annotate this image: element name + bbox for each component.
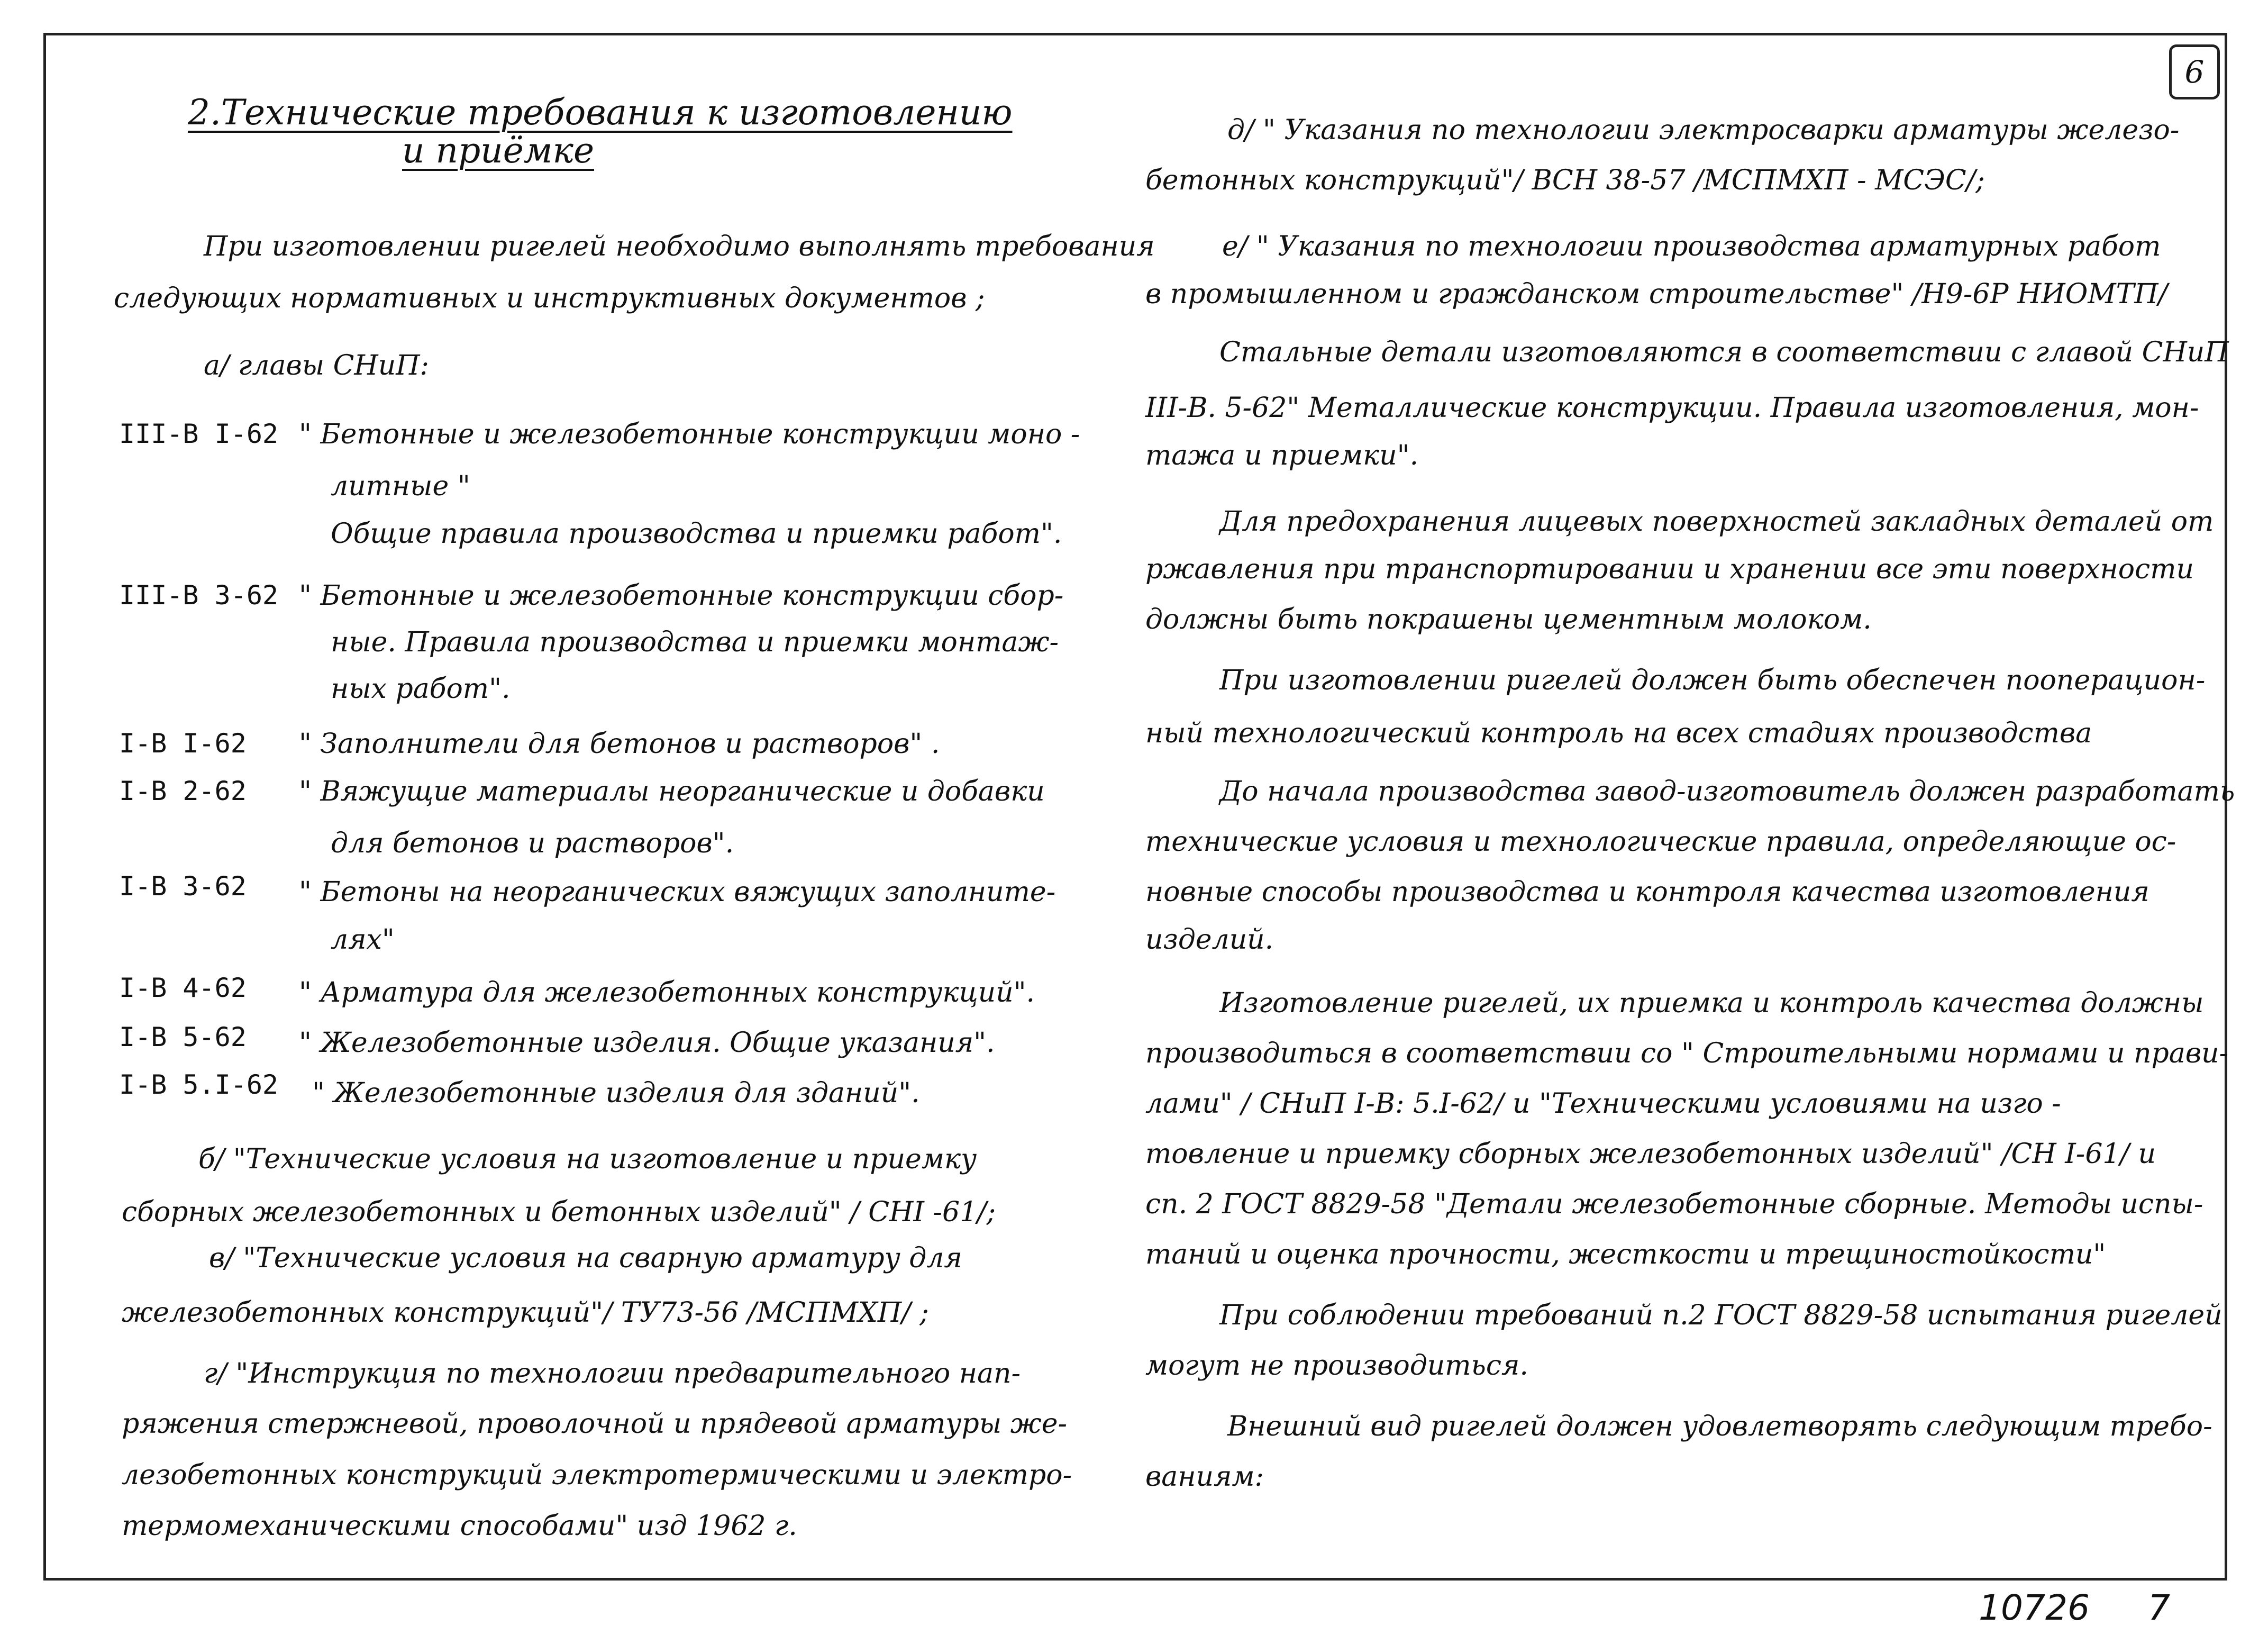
heading-line-1: 2.Технические требования к изготовлению	[188, 92, 1013, 133]
doc-title-line: " Железобетонные изделия для зданий".	[312, 1077, 920, 1109]
doc-code: I-В 5.I-62	[119, 1069, 279, 1100]
inspection-line-5: сп. 2 ГОСТ 8829-58 "Детали железобетонные сборные. Методы испы-	[1145, 1188, 2203, 1220]
intro-line-1: При изготовлении ригелей необходимо выполнять требования	[204, 231, 1155, 262]
appearance-line-1: Внешний вид ригелей должен удовлетворять следующим требо-	[1227, 1411, 2212, 1442]
control-line-1: При изготовлении ригелей должен быть обеспечен пооперацион-	[1219, 665, 2206, 696]
doc-title-line: " Бетонные и железобетонные конструкции сбор-	[299, 580, 1064, 612]
factory-line-1: До начала производства завод-изготовитель должен разработать	[1219, 776, 2235, 807]
item-g-line-1: г/ "Инструкция по технологии предварительного нап-	[204, 1358, 1021, 1389]
doc-title-line: ных работ".	[331, 673, 511, 705]
intro-line-2: следующих нормативных и инструктивных документов ;	[114, 283, 985, 314]
steel-line-2: III-В. 5-62" Металлические конструкции. Правила изготовления, мон-	[1145, 392, 2199, 424]
doc-title-line: " Бетонные и железобетонные конструкции моно -	[299, 419, 1080, 450]
doc-title-line: ные. Правила производства и приемки монтаж-	[331, 626, 1059, 658]
item-d-line-1: д/ " Указания по технологии электросварки арматуры железо-	[1227, 114, 2180, 146]
item-e-line-1: е/ " Указания по технологии производства арматурных работ	[1222, 231, 2161, 262]
inspection-line-3: лами" / СНиП I-В: 5.I-62/ и "Техническими условиями на изго -	[1145, 1088, 2061, 1120]
doc-code: I-В I-62	[119, 728, 247, 759]
item-b-line-1: б/ "Технические условия на изготовление и приемку	[198, 1143, 977, 1175]
inspection-line-1: Изготовление ригелей, их приемка и контроль качества должны	[1219, 987, 2204, 1019]
item-g-line-3: лезобетонных конструкций электротермическими и электро-	[122, 1459, 1072, 1491]
doc-code: I-В 5-62	[119, 1022, 247, 1052]
item-v-line-1: в/ "Технические условия на сварную арматуру для	[209, 1242, 962, 1274]
steel-line-3: тажа и приемки".	[1145, 440, 1419, 471]
control-line-2: ный технологический контроль на всех стадиях производства	[1145, 717, 2092, 749]
sheet-number: 7	[2148, 1587, 2170, 1628]
item-b-line-2: сборных железобетонных и бетонных изделий" / СНI -61/;	[122, 1196, 996, 1228]
item-g-line-2: ряжения стержневой, проволочной и прядевой арматуры же-	[122, 1408, 1068, 1440]
testing-line-2: могут не производиться.	[1145, 1350, 1528, 1382]
item-a: а/ главы СНиП:	[204, 350, 430, 382]
item-d-line-2: бетонных конструкций"/ ВСН 38-57 /МСПМХП - МСЭС/;	[1145, 165, 1985, 196]
doc-title-line: " Вяжущие материалы неорганические и добавки	[299, 776, 1045, 807]
testing-line-1: При соблюдении требований п.2 ГОСТ 8829-58 испытания ригелей	[1219, 1300, 2223, 1331]
doc-code: III-В 3-62	[119, 580, 279, 611]
doc-title-line: лях"	[331, 924, 395, 956]
protect-line-2: ржавления при транспортировании и хранении все эти поверхности	[1145, 553, 2194, 585]
appearance-line-2: ваниям:	[1145, 1461, 1264, 1493]
document-number: 10726	[1979, 1587, 2090, 1628]
item-g-line-4: термомеханическими способами" изд 1962 г.	[122, 1510, 797, 1542]
doc-title-line: " Арматура для железобетонных конструкций".	[299, 977, 1035, 1009]
doc-title-line: " Заполнители для бетонов и растворов" .	[299, 728, 940, 760]
inspection-line-4: товление и приемку сборных железобетонных изделий" /СН I-61/ и	[1145, 1138, 2156, 1170]
doc-title-line: Общие правила производства и приемки работ".	[331, 518, 1062, 550]
doc-title-line: литные "	[331, 470, 470, 502]
doc-code: III-В I-62	[119, 419, 279, 449]
protect-line-1: Для предохранения лицевых поверхностей закладных деталей от	[1219, 506, 2214, 538]
page-number-badge: 6	[2169, 44, 2220, 99]
factory-line-4: изделий.	[1145, 924, 1274, 956]
doc-title-line: для бетонов и растворов".	[331, 828, 734, 859]
doc-code: I-В 3-62	[119, 871, 247, 902]
heading-line-2: и приёмке	[402, 130, 594, 171]
doc-code: I-В 4-62	[119, 973, 247, 1003]
item-v-line-2: железобетонных конструкций"/ ТУ73-56 /МСПМХП/ ;	[122, 1297, 929, 1329]
doc-title-line: " Железобетонные изделия. Общие указания".	[299, 1027, 995, 1059]
factory-line-3: новные способы производства и контроля качества изготовления	[1145, 876, 2149, 908]
doc-title-line: " Бетоны на неорганических вяжущих заполните-	[299, 876, 1056, 908]
inspection-line-6: таний и оценка прочности, жесткости и трещиностойкости"	[1145, 1239, 2106, 1270]
inspection-line-2: производиться в соответствии со " Строительными нормами и прави-	[1145, 1038, 2229, 1069]
doc-code: I-В 2-62	[119, 776, 247, 806]
steel-line-1: Стальные детали изготовляются в соответствии с главой СНиП	[1219, 337, 2229, 368]
item-e-line-2: в промышленном и гражданском строительстве" /Н9-6Р НИОМТП/	[1145, 278, 2168, 310]
protect-line-3: должны быть покрашены цементным молоком.	[1145, 604, 1872, 635]
factory-line-2: технические условия и технологические правила, определяющие ос-	[1145, 826, 2176, 858]
